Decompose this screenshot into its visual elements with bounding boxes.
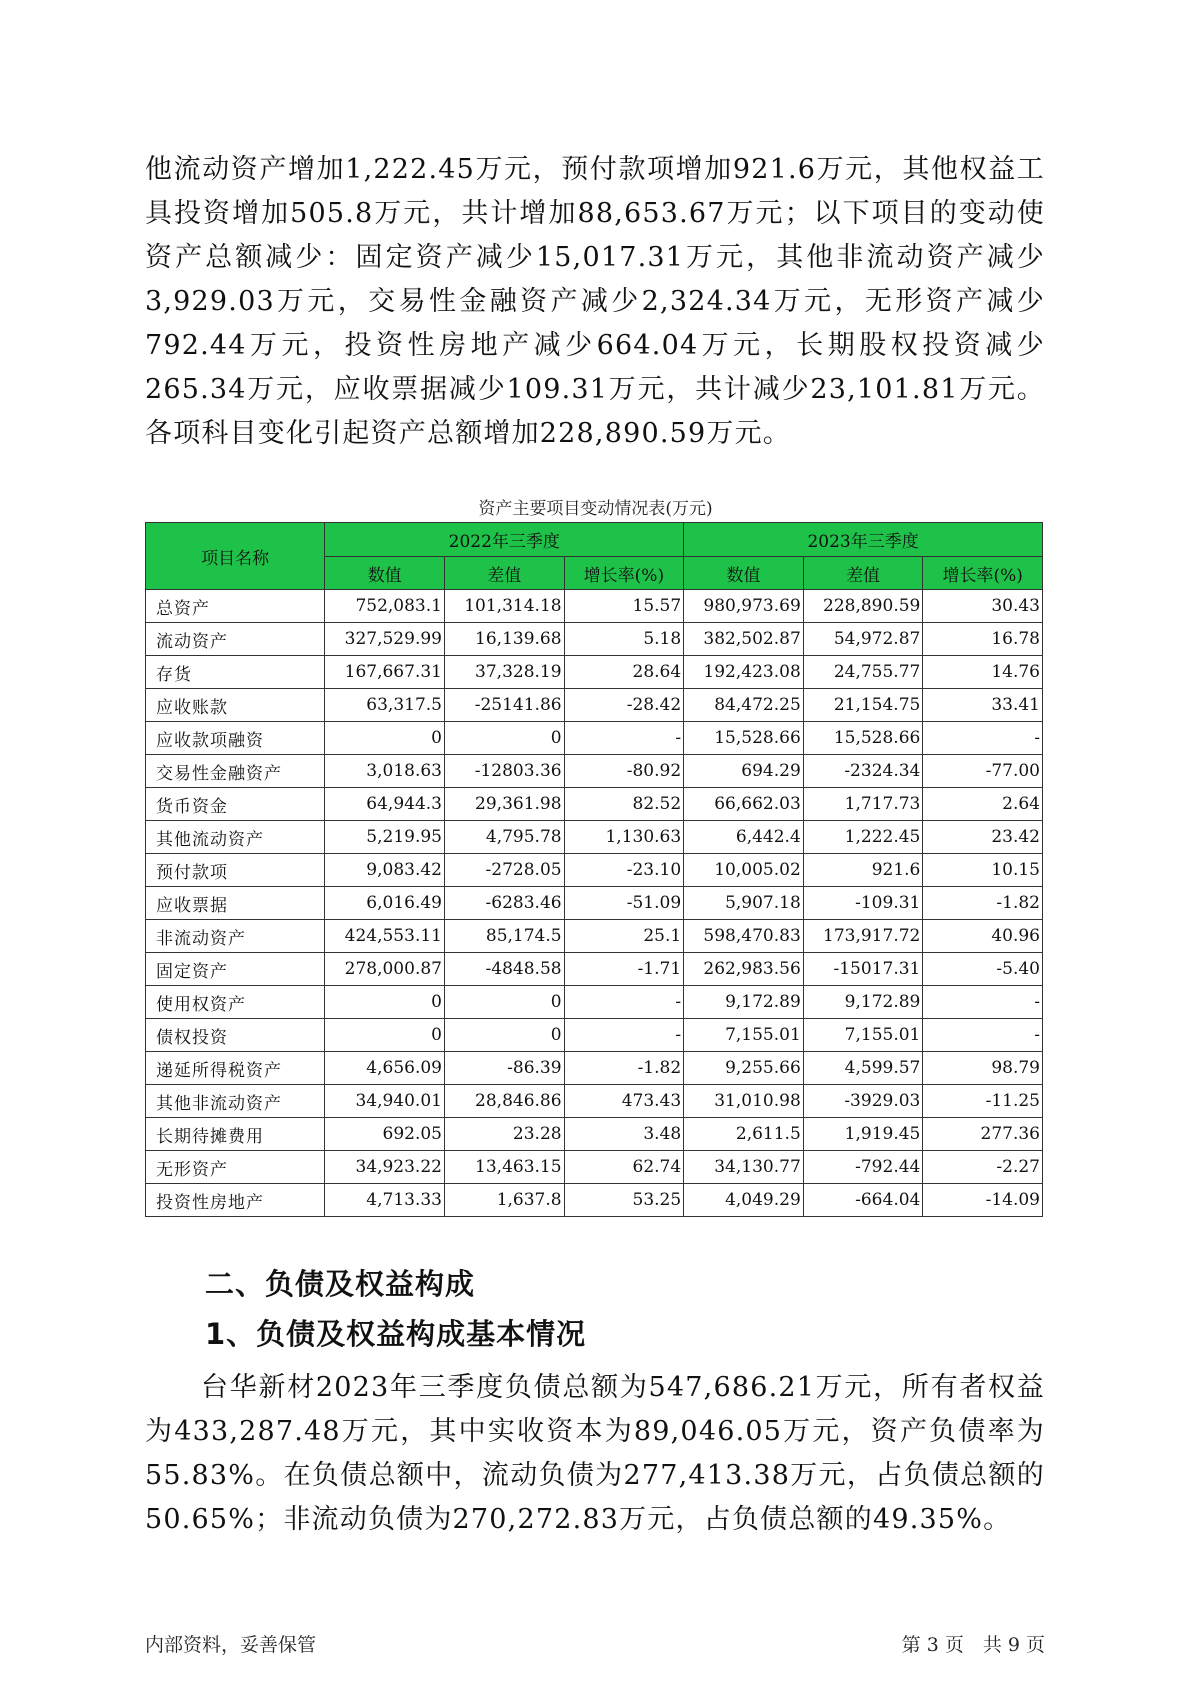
cell-rate-2022: 62.74 <box>564 1151 684 1184</box>
cell-value-2023: 980,973.69 <box>684 590 804 623</box>
cell-value-2022: 3,018.63 <box>325 755 445 788</box>
table-header <box>146 523 1043 590</box>
cell-value-2023: 262,983.56 <box>684 953 804 986</box>
cell-diff-2022: -25141.86 <box>444 689 564 722</box>
cell-item-name: 货币资金 <box>146 788 325 821</box>
cell-diff-2022: 101,314.18 <box>444 590 564 623</box>
cell-rate-2022: -1.71 <box>564 953 684 986</box>
cell-diff-2023: 1,717.73 <box>803 788 923 821</box>
cell-rate-2023: -11.25 <box>923 1085 1043 1118</box>
cell-value-2022: 752,083.1 <box>325 590 445 623</box>
cell-value-2022: 0 <box>325 1019 445 1052</box>
cell-diff-2022: 13,463.15 <box>444 1151 564 1184</box>
cell-value-2023: 4,049.29 <box>684 1184 804 1217</box>
cell-rate-2022: - <box>564 986 684 1019</box>
cell-diff-2022: -6283.46 <box>444 887 564 920</box>
cell-rate-2022: 5.18 <box>564 623 684 656</box>
cell-value-2023: 7,155.01 <box>684 1019 804 1052</box>
table-row <box>146 1151 1043 1184</box>
table-row <box>146 986 1043 1019</box>
cell-value-2023: 382,502.87 <box>684 623 804 656</box>
cell-diff-2023: 15,528.66 <box>803 722 923 755</box>
cell-value-2023: 598,470.83 <box>684 920 804 953</box>
table-body <box>146 590 1043 1217</box>
table-row <box>146 821 1043 854</box>
cell-item-name: 固定资产 <box>146 953 325 986</box>
cell-rate-2022: 473.43 <box>564 1085 684 1118</box>
cell-item-name: 总资产 <box>146 590 325 623</box>
cell-rate-2023: 98.79 <box>923 1052 1043 1085</box>
cell-rate-2022: - <box>564 1019 684 1052</box>
cell-value-2022: 63,317.5 <box>325 689 445 722</box>
cell-item-name: 债权投资 <box>146 1019 325 1052</box>
cell-value-2023: 5,907.18 <box>684 887 804 920</box>
cell-value-2022: 9,083.42 <box>325 854 445 887</box>
cell-value-2023: 9,255.66 <box>684 1052 804 1085</box>
cell-item-name: 流动资产 <box>146 623 325 656</box>
cell-value-2023: 31,010.98 <box>684 1085 804 1118</box>
cell-value-2023: 6,442.4 <box>684 821 804 854</box>
cell-value-2023: 15,528.66 <box>684 722 804 755</box>
cell-value-2023: 192,423.08 <box>684 656 804 689</box>
header-diff-2022: 差值 <box>444 557 564 590</box>
cell-rate-2023: 40.96 <box>923 920 1043 953</box>
table-row <box>146 1184 1043 1217</box>
header-group-2022: 2022年三季度 <box>325 523 684 557</box>
cell-rate-2023: 30.43 <box>923 590 1043 623</box>
cell-diff-2022: 37,328.19 <box>444 656 564 689</box>
cell-diff-2023: -109.31 <box>803 887 923 920</box>
table-row <box>146 788 1043 821</box>
cell-value-2022: 4,656.09 <box>325 1052 445 1085</box>
cell-diff-2022: 1,637.8 <box>444 1184 564 1217</box>
footer-confidential-note: 内部资料，妥善保管 <box>145 1634 317 1656</box>
cell-diff-2022: 0 <box>444 986 564 1019</box>
table-row <box>146 689 1043 722</box>
cell-rate-2023: - <box>923 722 1043 755</box>
table-row <box>146 1019 1043 1052</box>
cell-value-2023: 66,662.03 <box>684 788 804 821</box>
table-row <box>146 920 1043 953</box>
cell-value-2022: 0 <box>325 722 445 755</box>
cell-rate-2023: -14.09 <box>923 1184 1043 1217</box>
cell-item-name: 应收账款 <box>146 689 325 722</box>
cell-value-2022: 167,667.31 <box>325 656 445 689</box>
cell-rate-2022: 3.48 <box>564 1118 684 1151</box>
cell-rate-2023: 23.42 <box>923 821 1043 854</box>
cell-diff-2022: -86.39 <box>444 1052 564 1085</box>
cell-diff-2022: 0 <box>444 722 564 755</box>
subsection-heading: 1、负债及权益构成基本情况 <box>205 1317 587 1351</box>
body-paragraph-liabilities: 台华新材2023年三季度负债总额为547,686.21万元，所有者权益为433,287.48万元，其中实收资本为89,046.05万元，资产负债率为55.83%。在负债总额中，流动负债为277,413.38万元，占负债总额的50.65%；非流动负债为270,272.83万元，占负债总额的49.35%。 <box>145 1372 1045 1535</box>
header-value-2022: 数值 <box>325 557 445 590</box>
cell-diff-2023: 173,917.72 <box>803 920 923 953</box>
cell-value-2022: 64,944.3 <box>325 788 445 821</box>
cell-item-name: 存货 <box>146 656 325 689</box>
cell-rate-2023: -5.40 <box>923 953 1043 986</box>
cell-diff-2022: -12803.36 <box>444 755 564 788</box>
cell-value-2022: 5,219.95 <box>325 821 445 854</box>
cell-diff-2022: 29,361.98 <box>444 788 564 821</box>
cell-item-name: 递延所得税资产 <box>146 1052 325 1085</box>
cell-item-name: 使用权资产 <box>146 986 325 1019</box>
cell-diff-2023: 1,222.45 <box>803 821 923 854</box>
cell-rate-2023: 33.41 <box>923 689 1043 722</box>
cell-rate-2023: - <box>923 1019 1043 1052</box>
cell-value-2022: 34,940.01 <box>325 1085 445 1118</box>
cell-item-name: 其他非流动资产 <box>146 1085 325 1118</box>
cell-item-name: 投资性房地产 <box>146 1184 325 1217</box>
cell-rate-2022: 82.52 <box>564 788 684 821</box>
cell-diff-2022: 28,846.86 <box>444 1085 564 1118</box>
table-row <box>146 656 1043 689</box>
cell-rate-2022: -23.10 <box>564 854 684 887</box>
cell-rate-2022: - <box>564 722 684 755</box>
cell-rate-2022: 28.64 <box>564 656 684 689</box>
cell-rate-2023: -2.27 <box>923 1151 1043 1184</box>
cell-value-2022: 692.05 <box>325 1118 445 1151</box>
cell-value-2022: 278,000.87 <box>325 953 445 986</box>
cell-item-name: 其他流动资产 <box>146 821 325 854</box>
cell-diff-2022: 0 <box>444 1019 564 1052</box>
cell-diff-2023: -792.44 <box>803 1151 923 1184</box>
cell-rate-2022: -51.09 <box>564 887 684 920</box>
cell-rate-2023: 16.78 <box>923 623 1043 656</box>
cell-rate-2022: -80.92 <box>564 755 684 788</box>
cell-rate-2023: -77.00 <box>923 755 1043 788</box>
cell-diff-2023: 228,890.59 <box>803 590 923 623</box>
cell-value-2022: 327,529.99 <box>325 623 445 656</box>
cell-rate-2022: 1,130.63 <box>564 821 684 854</box>
cell-item-name: 长期待摊费用 <box>146 1118 325 1151</box>
cell-diff-2022: 85,174.5 <box>444 920 564 953</box>
cell-diff-2022: -4848.58 <box>444 953 564 986</box>
cell-value-2023: 84,472.25 <box>684 689 804 722</box>
table-row <box>146 1052 1043 1085</box>
cell-rate-2022: 15.57 <box>564 590 684 623</box>
header-diff-2023: 差值 <box>803 557 923 590</box>
cell-rate-2023: - <box>923 986 1043 1019</box>
cell-diff-2022: 16,139.68 <box>444 623 564 656</box>
header-item-name: 项目名称 <box>146 523 325 590</box>
cell-rate-2022: 25.1 <box>564 920 684 953</box>
table-row <box>146 887 1043 920</box>
cell-item-name: 非流动资产 <box>146 920 325 953</box>
cell-rate-2023: 10.15 <box>923 854 1043 887</box>
cell-item-name: 应收款项融资 <box>146 722 325 755</box>
cell-item-name: 无形资产 <box>146 1151 325 1184</box>
footer-page-number: 第 3 页 共 9 页 <box>901 1634 1045 1656</box>
body-paragraph-asset-changes: 他流动资产增加1,222.45万元，预付款项增加921.6万元，其他权益工具投资增加505.8万元，共计增加88,653.67万元；以下项目的变动使资产总额减少：固定资产减少15,017.31万元，其他非流动资产减少3,929.03万元，交易性金融资产减少2,324.34万元，无形资产减少792.44万元，投资性房地产减少664.04万元，长期股权投资减少265.34万元，应收票据减少109.31万元，共计减少23,101.81万元。各项科目变化引起资产总额增加228,890.59万元。 <box>145 154 1045 449</box>
cell-rate-2023: 14.76 <box>923 656 1043 689</box>
header-value-2023: 数值 <box>684 557 804 590</box>
cell-rate-2022: 53.25 <box>564 1184 684 1217</box>
cell-value-2022: 4,713.33 <box>325 1184 445 1217</box>
cell-rate-2023: 2.64 <box>923 788 1043 821</box>
header-group-2023: 2023年三季度 <box>684 523 1043 557</box>
cell-diff-2022: 4,795.78 <box>444 821 564 854</box>
cell-value-2023: 10,005.02 <box>684 854 804 887</box>
table-row <box>146 953 1043 986</box>
cell-rate-2022: -28.42 <box>564 689 684 722</box>
cell-rate-2023: 277.36 <box>923 1118 1043 1151</box>
cell-item-name: 应收票据 <box>146 887 325 920</box>
header-rate-2022: 增长率(%) <box>564 557 684 590</box>
cell-value-2022: 34,923.22 <box>325 1151 445 1184</box>
cell-diff-2022: -2728.05 <box>444 854 564 887</box>
cell-value-2023: 34,130.77 <box>684 1151 804 1184</box>
cell-value-2022: 6,016.49 <box>325 887 445 920</box>
cell-diff-2023: 21,154.75 <box>803 689 923 722</box>
cell-diff-2022: 23.28 <box>444 1118 564 1151</box>
cell-diff-2023: 54,972.87 <box>803 623 923 656</box>
section-heading: 二、负债及权益构成 <box>205 1267 476 1301</box>
header-rate-2023: 增长率(%) <box>923 557 1043 590</box>
cell-item-name: 交易性金融资产 <box>146 755 325 788</box>
table-row <box>146 590 1043 623</box>
cell-diff-2023: -664.04 <box>803 1184 923 1217</box>
cell-rate-2023: -1.82 <box>923 887 1043 920</box>
asset-changes-table <box>145 522 1043 1217</box>
cell-diff-2023: 4,599.57 <box>803 1052 923 1085</box>
cell-rate-2022: -1.82 <box>564 1052 684 1085</box>
table-caption: 资产主要项目变动情况表(万元) <box>478 499 713 519</box>
cell-diff-2023: -15017.31 <box>803 953 923 986</box>
cell-diff-2023: 7,155.01 <box>803 1019 923 1052</box>
cell-value-2022: 424,553.11 <box>325 920 445 953</box>
cell-value-2022: 0 <box>325 986 445 1019</box>
cell-value-2023: 694.29 <box>684 755 804 788</box>
cell-diff-2023: -2324.34 <box>803 755 923 788</box>
cell-diff-2023: 24,755.77 <box>803 656 923 689</box>
cell-value-2023: 2,611.5 <box>684 1118 804 1151</box>
cell-diff-2023: 921.6 <box>803 854 923 887</box>
table-row <box>146 1085 1043 1118</box>
table-row <box>146 623 1043 656</box>
cell-diff-2023: 9,172.89 <box>803 986 923 1019</box>
cell-item-name: 预付款项 <box>146 854 325 887</box>
cell-diff-2023: 1,919.45 <box>803 1118 923 1151</box>
table-row <box>146 1118 1043 1151</box>
table-row <box>146 854 1043 887</box>
table-row <box>146 722 1043 755</box>
table-row <box>146 755 1043 788</box>
cell-value-2023: 9,172.89 <box>684 986 804 1019</box>
cell-diff-2023: -3929.03 <box>803 1085 923 1118</box>
